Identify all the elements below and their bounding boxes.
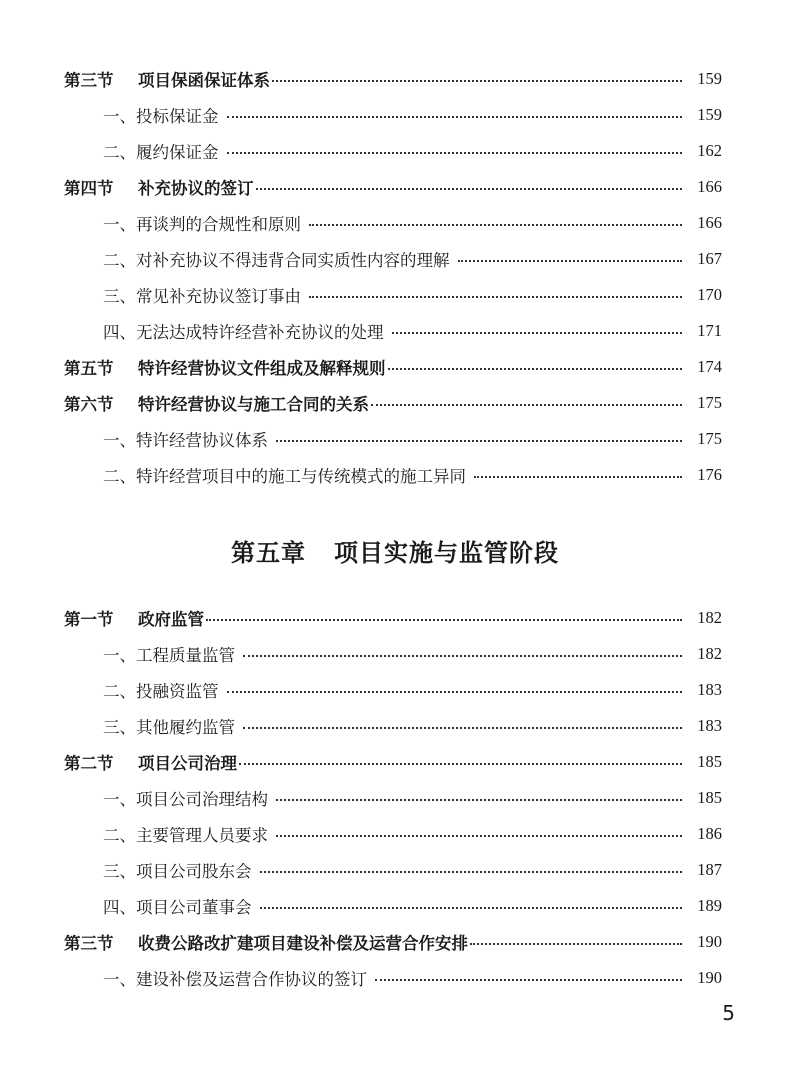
section-number: 第三节 — [64, 71, 114, 90]
toc-item-entry — [103, 282, 722, 308]
entry-title: 一、特许经营协议体系 — [103, 431, 268, 450]
toc-item-entry — [103, 713, 722, 739]
toc-item-entry — [103, 821, 722, 847]
entry-title: 一、投标保证金 — [103, 107, 219, 126]
entry-title: 四、无法达成特许经营补充协议的处理 — [103, 323, 384, 342]
entry-page-number: 185 — [697, 788, 722, 807]
section-number: 第五节 — [64, 359, 114, 378]
dot-leader — [458, 260, 683, 262]
entry-page-number: 182 — [697, 608, 722, 627]
dot-leader — [227, 152, 683, 154]
dot-leader — [474, 476, 682, 478]
dot-leader — [227, 116, 683, 118]
dot-leader — [206, 619, 682, 621]
entry-title: 一、建设补偿及运营合作协议的签订 — [103, 970, 367, 989]
dot-leader — [309, 296, 682, 298]
dot-leader — [375, 979, 682, 981]
section-number: 第四节 — [64, 179, 114, 198]
dot-leader — [260, 907, 683, 909]
dot-leader — [470, 943, 682, 945]
entry-title: 四、项目公司董事会 — [103, 898, 252, 917]
toc-section-entry — [64, 929, 722, 955]
entry-title: 二、特许经营项目中的施工与传统模式的施工异同 — [103, 467, 466, 486]
entry-page-number: 182 — [697, 644, 722, 663]
entry-title: 项目公司治理 — [138, 754, 237, 773]
entry-page-number: 190 — [697, 932, 722, 951]
dot-leader — [309, 224, 682, 226]
toc-item-entry — [103, 318, 722, 344]
entry-title: 三、其他履约监管 — [103, 718, 235, 737]
dot-leader — [371, 404, 682, 406]
toc-item-entry — [103, 138, 722, 164]
entry-page-number: 185 — [697, 752, 722, 771]
toc-item-entry — [103, 893, 722, 919]
toc-item-entry — [103, 246, 722, 272]
dot-leader — [256, 188, 683, 190]
entry-page-number: 171 — [697, 321, 722, 340]
dot-leader — [392, 332, 683, 334]
entry-page-number: 189 — [697, 896, 722, 915]
section-number: 第二节 — [64, 754, 114, 773]
entry-page-number: 187 — [697, 860, 722, 879]
dot-leader — [272, 80, 682, 82]
entry-page-number: 174 — [697, 357, 722, 376]
entry-title: 收费公路改扩建项目建设补偿及运营合作安排 — [138, 934, 468, 953]
entry-page-number: 175 — [697, 429, 722, 448]
toc-item-entry — [103, 785, 722, 811]
chapter-title: 第五章 项目实施与监管阶段 — [230, 539, 560, 567]
entry-page-number: 190 — [697, 968, 722, 987]
entry-page-number: 162 — [697, 141, 722, 160]
toc-item-entry — [103, 426, 722, 452]
toc-section-entry — [64, 174, 722, 200]
entry-page-number: 166 — [697, 177, 722, 196]
entry-page-number: 176 — [697, 465, 722, 484]
dot-leader — [243, 655, 682, 657]
dot-leader — [227, 691, 683, 693]
entry-page-number: 186 — [697, 824, 722, 843]
toc-item-entry — [103, 641, 722, 667]
toc-item-entry — [103, 102, 722, 128]
entry-title: 三、常见补充协议签订事由 — [103, 287, 301, 306]
dot-leader — [239, 763, 682, 765]
dot-leader — [260, 871, 683, 873]
entry-title: 补充协议的签订 — [138, 179, 254, 198]
dot-leader — [388, 368, 683, 370]
entry-page-number: 183 — [697, 716, 722, 735]
entry-title: 一、再谈判的合规性和原则 — [103, 215, 301, 234]
toc-item-entry — [103, 677, 722, 703]
section-number: 第三节 — [64, 934, 114, 953]
toc-section-entry — [64, 390, 722, 416]
entry-page-number: 159 — [697, 105, 722, 124]
page-number: 5 — [722, 1001, 735, 1025]
entry-title: 政府监管 — [138, 610, 204, 629]
entry-title: 三、项目公司股东会 — [103, 862, 252, 881]
entry-page-number: 183 — [697, 680, 722, 699]
toc-item-entry — [103, 857, 722, 883]
entry-title: 二、主要管理人员要求 — [103, 826, 268, 845]
toc-section-entry — [64, 66, 722, 92]
entry-title: 二、对补充协议不得违背合同实质性内容的理解 — [103, 251, 450, 270]
toc-item-entry — [103, 210, 722, 236]
entry-title: 特许经营协议与施工合同的关系 — [138, 395, 369, 414]
toc-item-entry — [103, 462, 722, 488]
section-number: 第一节 — [64, 610, 114, 629]
entry-page-number: 167 — [697, 249, 722, 268]
entry-page-number: 166 — [697, 213, 722, 232]
entry-title: 一、工程质量监管 — [103, 646, 235, 665]
toc-item-entry — [103, 965, 722, 991]
entry-page-number: 170 — [697, 285, 722, 304]
entry-page-number: 175 — [697, 393, 722, 412]
dot-leader — [276, 799, 682, 801]
dot-leader — [243, 727, 682, 729]
entry-title: 二、投融资监管 — [103, 682, 219, 701]
entry-page-number: 159 — [697, 69, 722, 88]
toc-section-entry — [64, 354, 722, 380]
toc-section-entry — [64, 749, 722, 775]
entry-title: 特许经营协议文件组成及解释规则 — [138, 359, 386, 378]
dot-leader — [276, 440, 682, 442]
dot-leader — [276, 835, 682, 837]
entry-title: 二、履约保证金 — [103, 143, 219, 162]
toc-section-entry — [64, 605, 722, 631]
entry-title: 项目保函保证体系 — [138, 71, 270, 90]
section-number: 第六节 — [64, 395, 114, 414]
entry-title: 一、项目公司治理结构 — [103, 790, 268, 809]
